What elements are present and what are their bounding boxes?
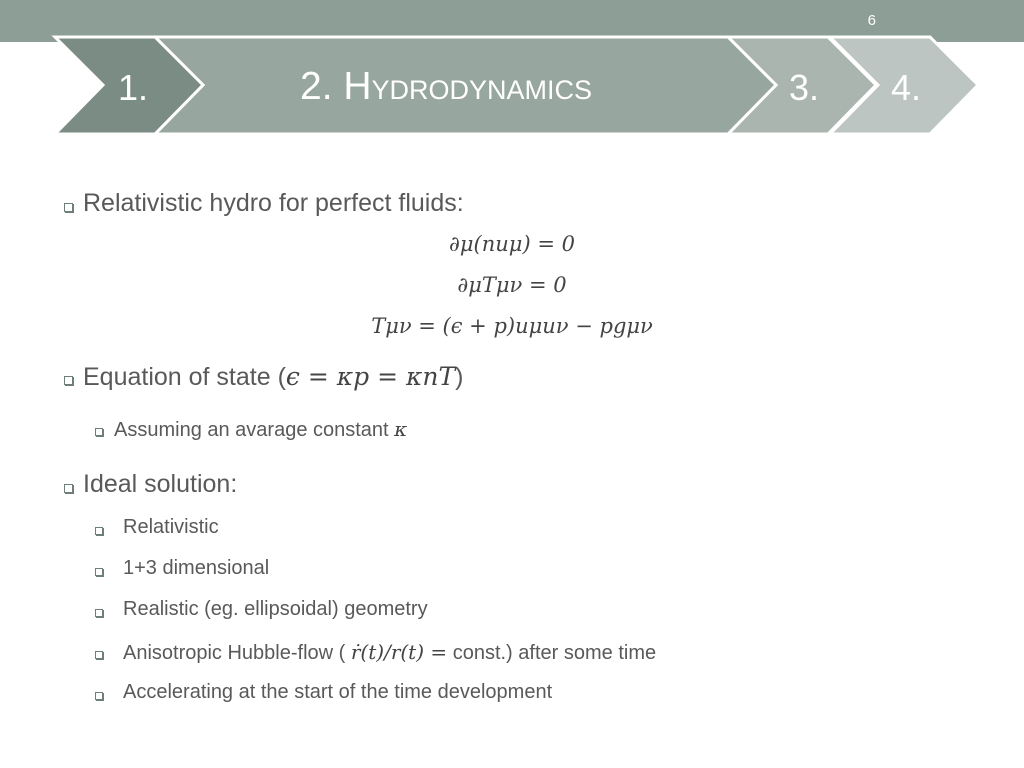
sub-bullet-marker: [95, 651, 103, 659]
sub-bullet-relativistic: Relativistic: [123, 516, 219, 538]
section-title[interactable]: 2. Hydrodynamics: [300, 65, 593, 108]
bullet-marker: [64, 203, 73, 212]
equation-tensor: Tμν = (ϵ + p)uμuν − pgμν: [371, 314, 653, 338]
page-number: 6: [867, 12, 876, 29]
nav-item-4[interactable]: 4.: [891, 67, 922, 108]
sub-bullet-kappa: Assuming an avarage constant κ: [114, 417, 408, 441]
nav-item-3[interactable]: 3.: [789, 67, 820, 108]
equation-energy-momentum: ∂μTμν = 0: [457, 273, 567, 297]
sub-bullet-marker: [95, 428, 103, 436]
bullet-perfect-fluids: Relativistic hydro for perfect fluids:: [83, 189, 464, 217]
sub-bullet-marker: [95, 527, 103, 535]
sub-bullet-geometry: Realistic (eg. ellipsoidal) geometry: [123, 598, 428, 620]
sub-bullet-dimensional: 1+3 dimensional: [123, 557, 270, 579]
bullet-equation-of-state: Equation of state (ϵ = κp = κnT): [83, 362, 464, 391]
bullet-marker: [64, 376, 73, 385]
sub-bullet-marker: [95, 568, 103, 576]
nav-item-1[interactable]: 1.: [118, 67, 149, 108]
bullet-ideal-solution: Ideal solution:: [83, 470, 238, 498]
bullet-marker: [64, 484, 73, 493]
equation-of-state-math: ϵ = κp = κnT: [285, 362, 456, 391]
sub-bullet-accelerating: Accelerating at the start of the time development: [123, 681, 553, 703]
sub-bullet-marker: [95, 609, 103, 617]
hubble-flow-math: ṙ(t)/r(t) =: [350, 640, 448, 664]
equation-continuity: ∂μ(nuμ) = 0: [449, 232, 575, 256]
sub-bullet-marker: [95, 692, 103, 700]
kappa-math: κ: [394, 417, 408, 441]
sub-bullet-hubble-flow: Anisotropic Hubble-flow ( ṙ(t)/r(t) = const.) after some time: [123, 640, 657, 664]
